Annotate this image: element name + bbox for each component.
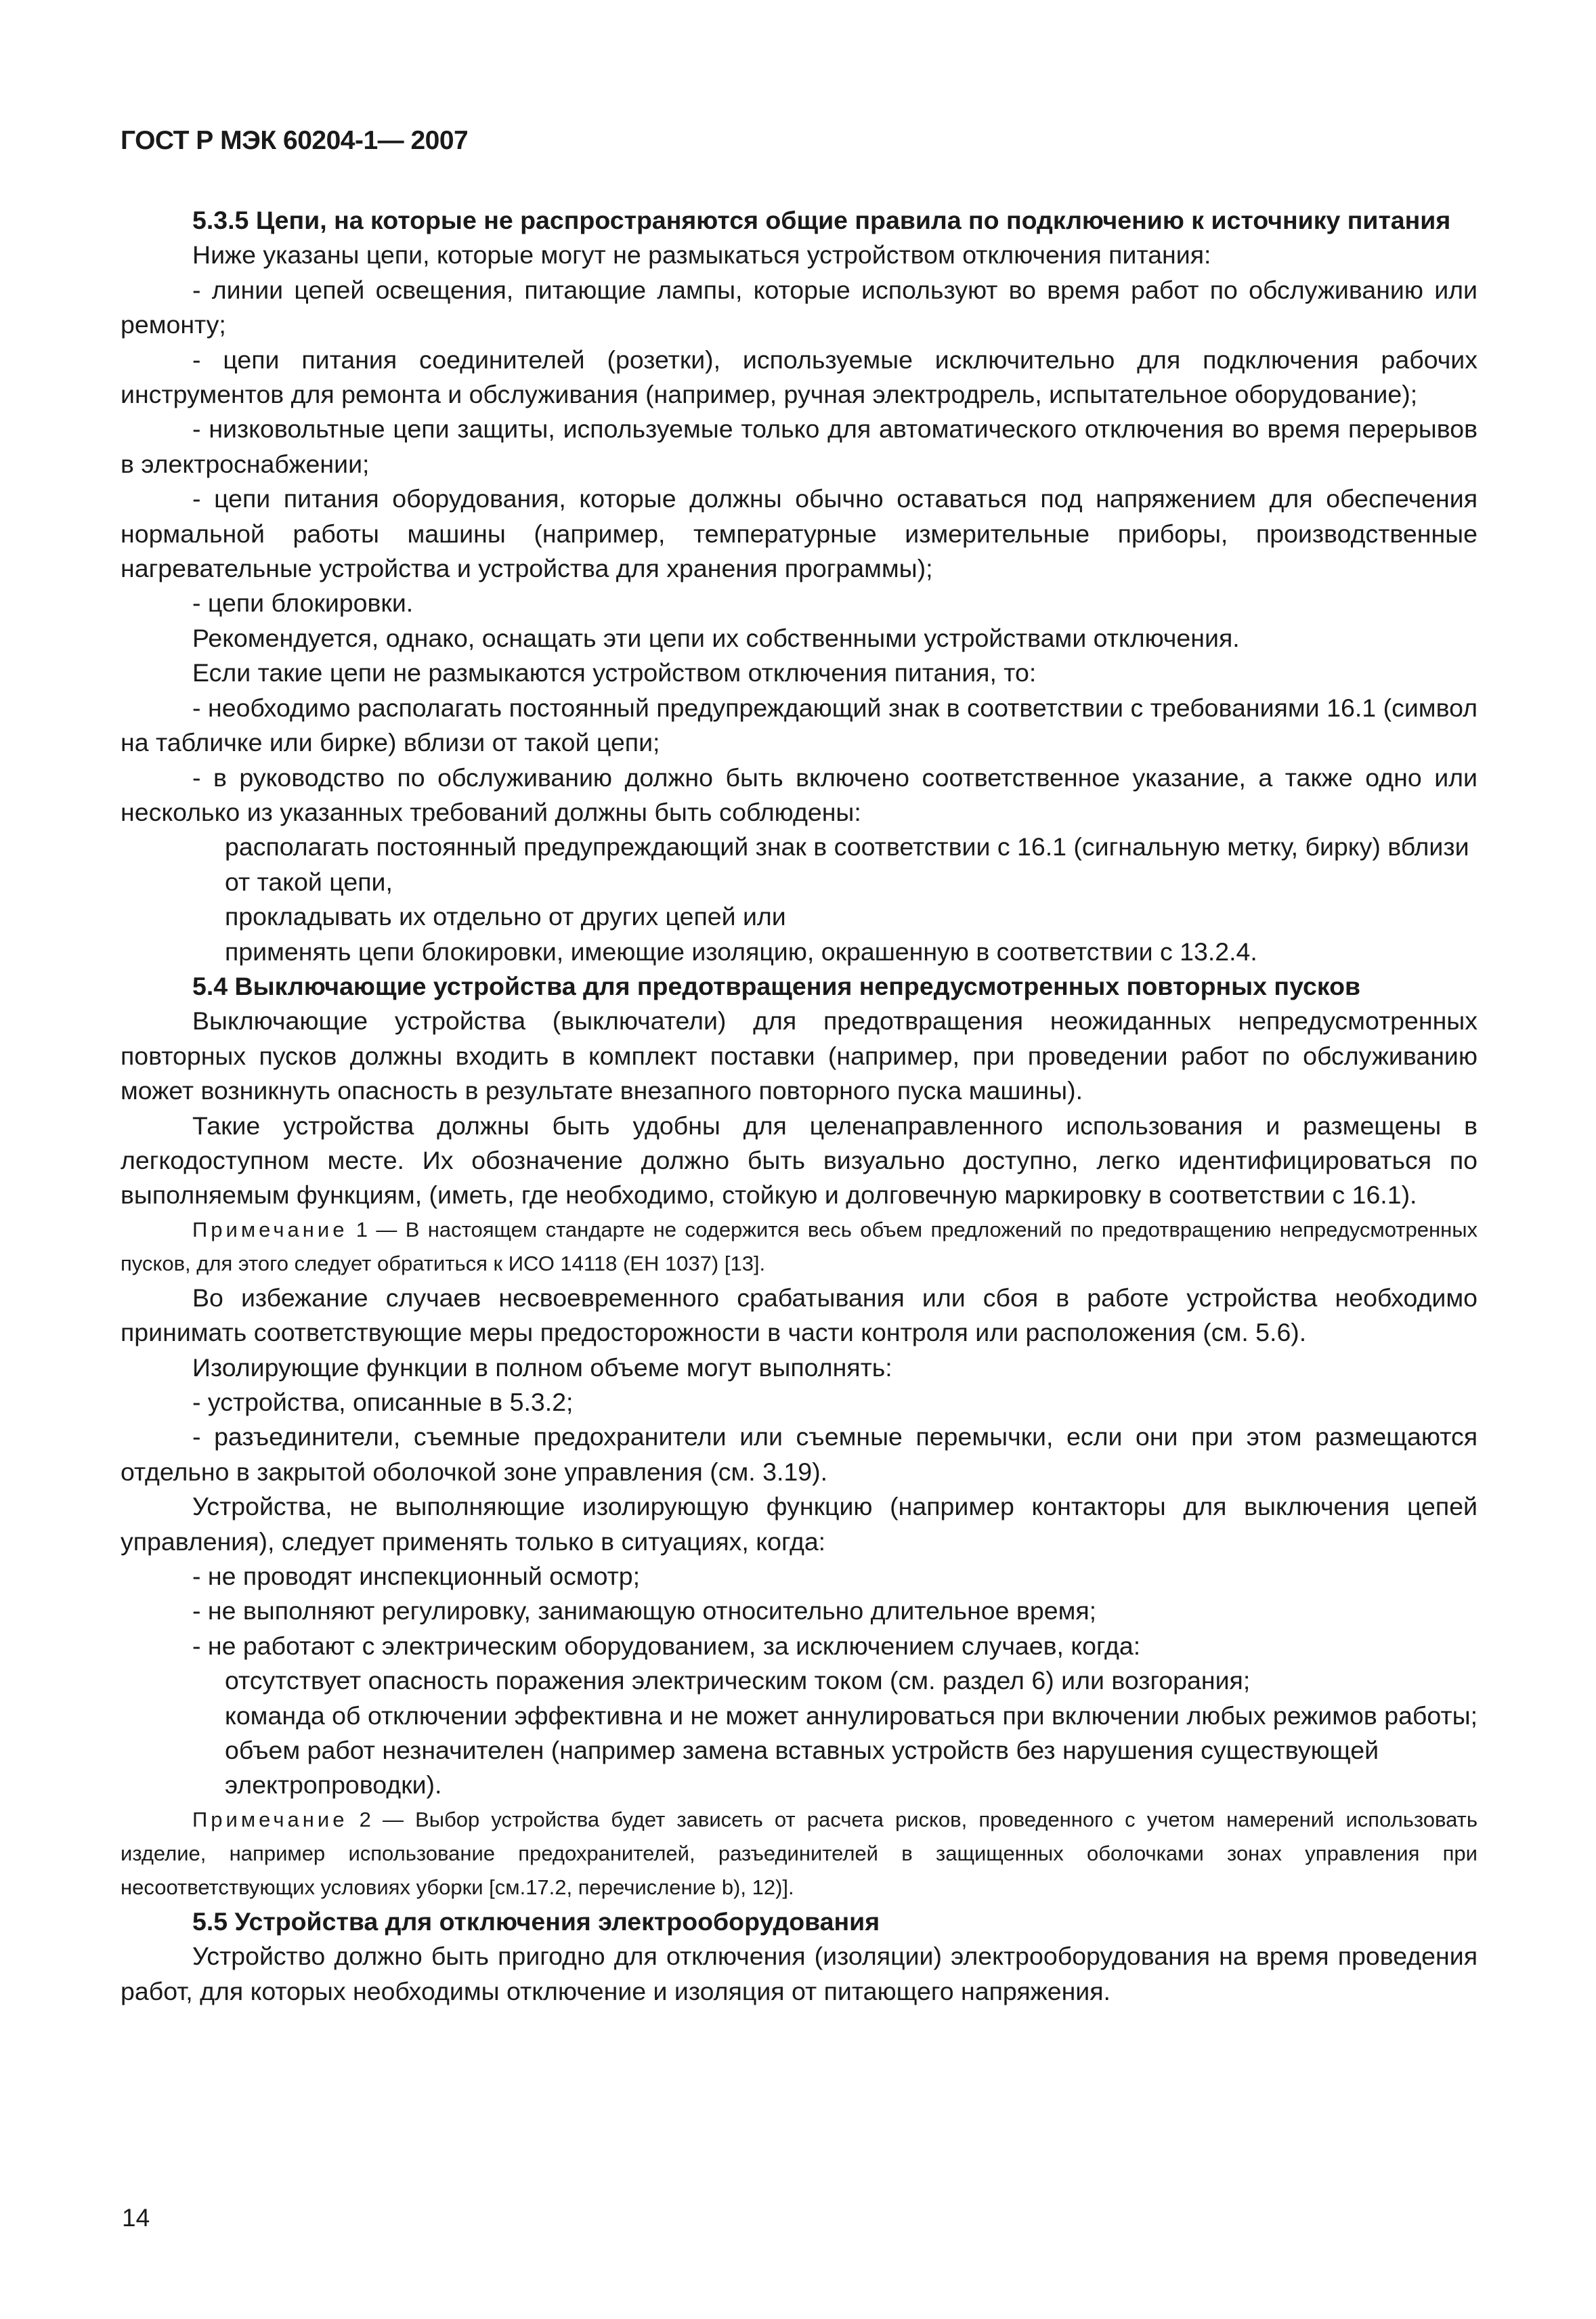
list-item: - разъединители, съемные предохранители или съемные перемычки, если они при этом размещаются отдельно в закрытой оболочкой зоне управления (см. 3.19). [121, 1422, 1478, 1486]
note-1 [121, 1213, 1478, 1281]
list-item: - не выполняют регулировку, занимающую относительно длительное время; [192, 1596, 1097, 1625]
list-item: - необходимо располагать постоянный предупреждающий знак в соответствии с требованиями 16.1 (символ на табличке или бирке) вблизи от такой цепи; [121, 693, 1478, 757]
sub-list-item: располагать постоянный предупреждающий знак в соответствии с 16.1 (сигнальную метку, бирку) вблизи от такой цепи, [225, 832, 1469, 896]
list-item: - устройства, описанные в 5.3.2; [192, 1388, 574, 1416]
sub-list-item: команда об отключении эффективна и не может аннулироваться при включении любых режимов работы; [225, 1701, 1478, 1730]
paragraph: Устройства, не выполняющие изолирующую функцию (например контакторы для выключения цепей управления), следует применять только в ситуациях, когда: [121, 1492, 1478, 1556]
paragraph: Во избежание случаев несвоевременного срабатывания или сбоя в работе устройства необходимо принимать соответствующие меры предосторожности в части контроля или расположения (см. 5.6). [121, 1283, 1478, 1347]
sub-list-item: отсутствует опасность поражения электрическим током (см. раздел 6) или возгорания; [225, 1666, 1251, 1695]
sub-list-item: объем работ незначителен (например замена вставных устройств без нарушения существующей электропроводки). [225, 1736, 1379, 1800]
paragraph: Такие устройства должны быть удобны для целенаправленного использования и размещены в легкодоступном месте. Их обозначение должно быть визуально доступно, легко идентифицироваться по выполняемым функциям, (иметь, где необходимо, стойкую и долговечную маркировку в соответствии с 16.1). [121, 1111, 1478, 1210]
section-heading-5-3-5: 5.3.5 Цепи, на которые не распространяются общие правила по подключению к источнику питания [192, 206, 1451, 234]
list-item: - цепи блокировки. [192, 589, 414, 618]
document-header: ГОСТ Р МЭК 60204-1— 2007 [121, 126, 469, 155]
paragraph: Изолирующие функции в полном объеме могут выполнять: [192, 1353, 892, 1382]
list-item: - не проводят инспекционный осмотр; [192, 1562, 641, 1591]
section-heading-5-5: 5.5 Устройства для отключения электрооборудования [192, 1907, 880, 1936]
page-number: 14 [122, 2204, 150, 2232]
list-item: - линии цепей освещения, питающие лампы, которые используют во время работ по обслуживанию или ремонту; [121, 275, 1478, 339]
note-label: Примечание [192, 1807, 348, 1831]
note-text: 1 — В настоящем стандарте не содержится весь объем предложений по предотвращению непредусмотренных пусков, для этого следует обратиться к ИСО 14118 (ЕН 1037) [13]. [121, 1217, 1478, 1275]
list-item: - не работают с электрическим оборудованием, за исключением случаев, когда: [192, 1631, 1141, 1660]
list-item: - цепи питания соединителей (розетки), используемые исключительно для подключения рабочих инструментов для ремонта и обслуживания (например, ручная электродрель, испытательное оборудование); [121, 345, 1478, 409]
note-2 [121, 1803, 1478, 1905]
sub-list-item: прокладывать их отдельно от других цепей или [225, 902, 786, 931]
document-body [121, 203, 1478, 2009]
list-item: - в руководство по обслуживанию должно быть включено соответственное указание, а также одно или несколько из указанных требований должны быть соблюдены: [121, 763, 1478, 826]
section-heading-5-4: 5.4 Выключающие устройства для предотвращения непредусмотренных повторных пусков [192, 971, 1361, 1000]
paragraph: Устройство должно быть пригодно для отключения (изоляции) электрооборудования на время проведения работ, для которых необходимы отключение и изоляция от питающего напряжения. [121, 1942, 1478, 2005]
note-text: 2 — Выбор устройства будет зависеть от расчета рисков, проведенного с учетом намерений использовать изделие, например использование предохранителей, разъединителей в защищенных оболочками зонах управления при несоответствующих условиях уборки [см.17.2, перечисление b), 12)]. [121, 1807, 1478, 1899]
note-label: Примечание [192, 1217, 348, 1241]
paragraph: Если такие цепи не размыкаются устройством отключения питания, то: [192, 658, 1037, 687]
sub-list-item: применять цепи блокировки, имеющие изоляцию, окрашенную в соответствии с 13.2.4. [225, 937, 1257, 966]
list-item: - цепи питания оборудования, которые должны обычно оставаться под напряжением для обеспечения нормальной работы машины (например, температурные измерительные приборы, производственные нагревательные устройства и устройства для хранения программы); [121, 484, 1478, 583]
paragraph: Рекомендуется, однако, оснащать эти цепи их собственными устройствами отключения. [192, 623, 1240, 652]
paragraph: Выключающие устройства (выключатели) для предотвращения неожиданных непредусмотренных повторных пусков должны входить в комплект поставки (например, при проведении работ по обслуживанию может возникнуть опасность в результате внезапного повторного пуска машины). [121, 1006, 1478, 1105]
list-item: - низковольтные цепи защиты, используемые только для автоматического отключения во время перерывов в электроснабжении; [121, 414, 1478, 478]
paragraph: Ниже указаны цепи, которые могут не размыкаться устройством отключения питания: [192, 240, 1211, 270]
